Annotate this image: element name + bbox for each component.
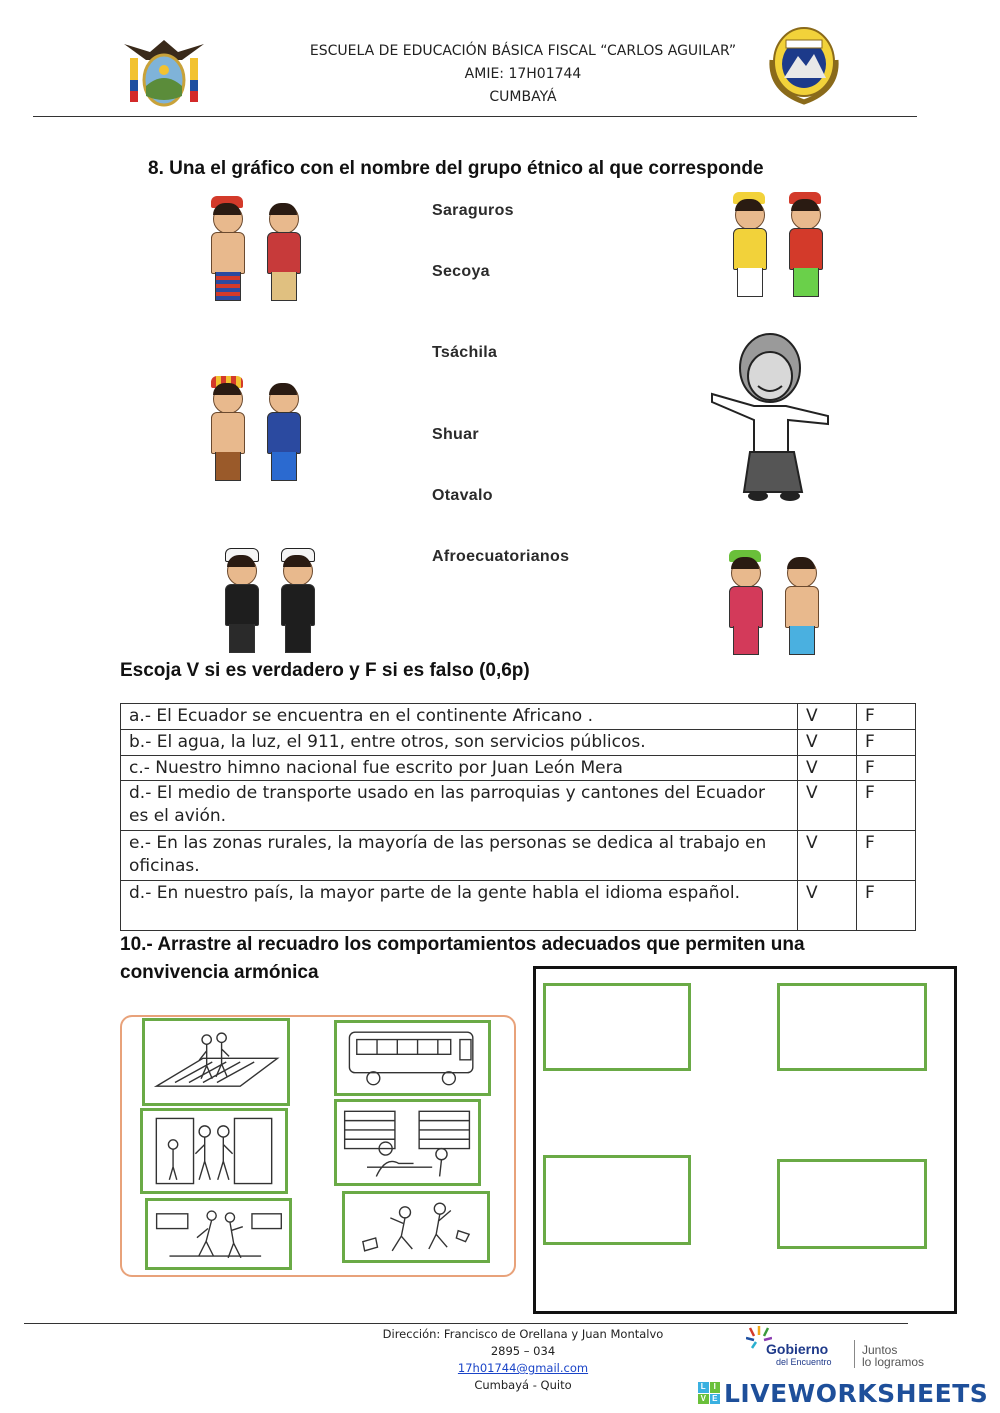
draggable-card-library[interactable] — [334, 1099, 481, 1186]
footer-divider — [24, 1323, 908, 1324]
ethnic-label-otavalo[interactable]: Otavalo — [432, 487, 493, 504]
statement-text: b.- El agua, la luz, el 911, entre otros, son servicios públicos. — [121, 730, 798, 756]
school-header — [250, 40, 796, 109]
draggable-card-running[interactable] — [342, 1191, 490, 1263]
gobierno-separator — [854, 1340, 855, 1368]
false-option[interactable]: F — [857, 730, 916, 756]
footer-address: Dirección: Francisco de Orellana y Juan Montalvo — [382, 1327, 664, 1341]
true-option[interactable]: V — [798, 831, 857, 881]
ethnic-figure-left-3[interactable] — [200, 530, 338, 654]
true-false-table — [120, 703, 916, 931]
gobierno-name: Gobierno — [766, 1341, 829, 1357]
liveworksheets-icon: L I V E — [698, 1382, 720, 1404]
question-8-title: 8. Una el gráfico con el nombre del grupo étnico al que corresponde — [148, 158, 764, 179]
table-row — [121, 756, 916, 781]
school-name: ESCUELA DE EDUCACIÓN BÁSICA FISCAL “CARLOS AGUILAR” — [309, 43, 737, 59]
draggable-card-hallway[interactable] — [140, 1108, 288, 1194]
gobierno-slogan: Juntos lo logramos — [862, 1343, 925, 1369]
table-row — [121, 781, 916, 831]
liveworksheets-brand[interactable] — [698, 1379, 988, 1407]
drop-slot-top-right[interactable] — [777, 983, 927, 1071]
footer-location: Cumbayá - Quito — [474, 1378, 572, 1392]
school-emblem-logo — [764, 20, 844, 106]
statement-text: a.- El Ecuador se encuentra en el continente Africano . — [121, 704, 798, 730]
drop-slot-bottom-right[interactable] — [777, 1159, 927, 1249]
statement-text: d.- En nuestro país, la mayor parte de la gente habla el idioma español. — [121, 881, 798, 931]
question-10-title-line-1: 10.- Arrastre al recuadro los comportamientos adecuados que permiten una — [120, 934, 805, 955]
liveworksheets-wordmark: LIVEWORKSHEETS — [724, 1378, 989, 1408]
ethnic-label-shuar[interactable]: Shuar — [432, 426, 479, 443]
ethnic-figure-right-1[interactable] — [712, 182, 842, 298]
footer-email-link[interactable]: 17h01744@gmail.com — [457, 1361, 589, 1375]
ecuador-coat-of-arms-logo — [120, 30, 208, 112]
statement-text: e.- En las zonas rurales, la mayoría de las personas se dedica al trabajo en oficinas. — [121, 831, 798, 881]
true-option[interactable]: V — [798, 781, 857, 831]
draggable-card-crosswalk[interactable] — [142, 1018, 290, 1106]
false-option[interactable]: F — [857, 831, 916, 881]
table-row — [121, 730, 916, 756]
false-option[interactable]: F — [857, 704, 916, 730]
question-10-title-line-2: convivencia armónica — [120, 962, 319, 983]
true-option[interactable]: V — [798, 881, 857, 931]
school-amie: AMIE: 17H01744 — [464, 66, 582, 82]
footer-phone: 2895 – 034 — [490, 1344, 556, 1358]
ethnic-label-secoya[interactable]: Secoya — [432, 263, 490, 280]
school-city: CUMBAYÁ — [489, 89, 557, 105]
true-option[interactable]: V — [798, 730, 857, 756]
true-option[interactable]: V — [798, 756, 857, 781]
false-option[interactable]: F — [857, 781, 916, 831]
table-row — [121, 881, 916, 931]
ethnic-figure-right-3[interactable] — [700, 536, 846, 656]
ethnic-label-afroecuatorianos[interactable]: Afroecuatorianos — [432, 548, 570, 565]
false-option[interactable]: F — [857, 881, 916, 931]
draggable-card-bus[interactable] — [334, 1020, 491, 1096]
gobierno-sub: del Encuentro — [776, 1357, 832, 1367]
table-row — [121, 704, 916, 730]
drop-slot-bottom-left[interactable] — [543, 1155, 691, 1245]
table-row — [121, 831, 916, 881]
false-option[interactable]: F — [857, 756, 916, 781]
ethnic-label-tsachila[interactable]: Tsáchila — [432, 344, 498, 361]
drop-slot-top-left[interactable] — [543, 983, 691, 1071]
ethnic-figure-right-2[interactable] — [704, 324, 834, 504]
statement-text: c.- Nuestro himno nacional fue escrito por Juan León Mera — [121, 756, 798, 781]
ethnic-figure-left-1[interactable] — [188, 186, 322, 302]
ethnic-figure-left-2[interactable] — [188, 358, 322, 482]
header-divider — [33, 116, 917, 117]
ethnic-label-saraguros[interactable]: Saraguros — [432, 202, 514, 219]
question-9-title: Escoja V si es verdadero y F si es falso (0,6p) — [120, 660, 530, 681]
footer-contact — [380, 1326, 666, 1394]
gobierno-del-encuentro-logo — [746, 1326, 956, 1370]
statement-text: d.- El medio de transporte usado en las parroquias y cantones del Ecuador es el avión. — [121, 781, 798, 831]
true-option[interactable]: V — [798, 704, 857, 730]
draggable-card-pushing[interactable] — [145, 1198, 292, 1270]
